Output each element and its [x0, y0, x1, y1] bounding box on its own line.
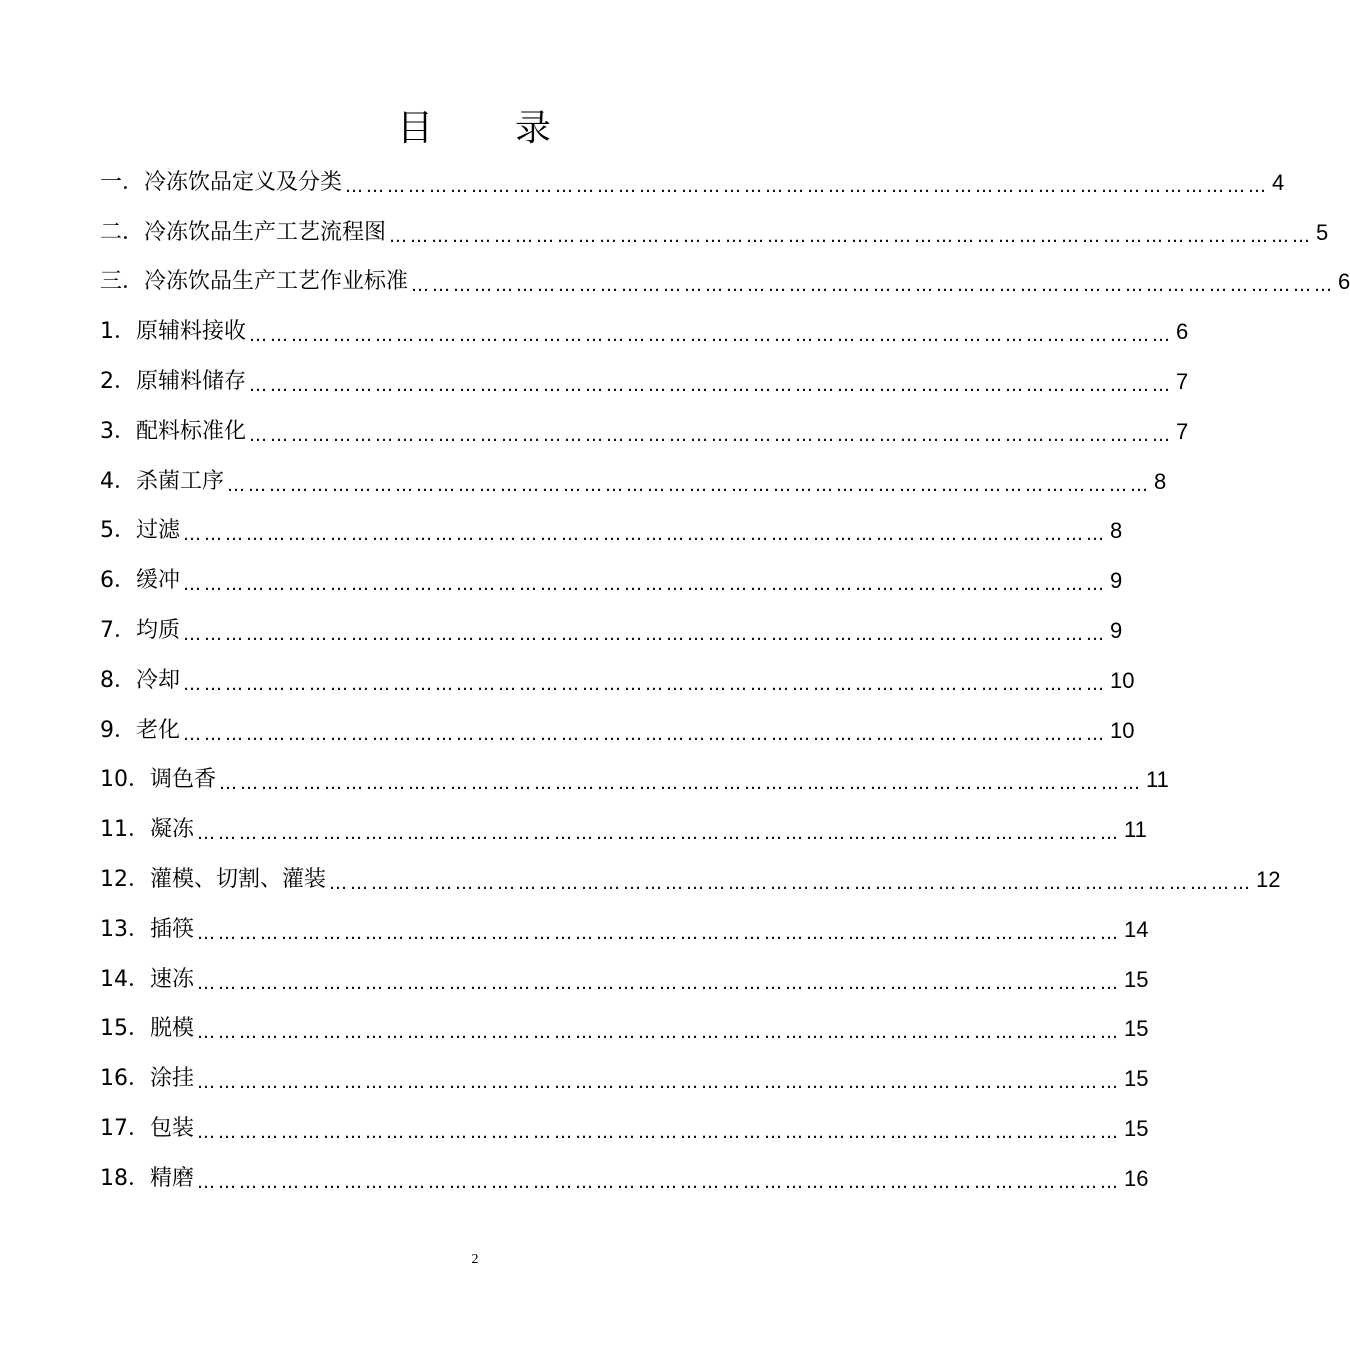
toc-entry[interactable] [100, 1005, 1149, 1055]
toc-label: 灌模、切割、灌装 [150, 867, 327, 893]
toc-entry[interactable] [100, 507, 1123, 557]
dot-leader: …………………………………………………………………………………………………………………… [329, 873, 1254, 895]
toc-label: 涂挂 [150, 1066, 195, 1092]
dot-leader: …………………………………………………………………………………………………………………… [197, 972, 1122, 994]
dot-leader: …………………………………………………………………………………………………………………… [197, 1072, 1122, 1094]
toc-page: 9 [1110, 568, 1123, 594]
page-number: 2 [471, 1252, 479, 1267]
toc-page: 4 [1272, 169, 1285, 195]
toc-page: 8 [1110, 518, 1123, 544]
toc-page: 15 [1124, 966, 1149, 992]
toc-label: 原辅料接收 [136, 319, 247, 345]
toc-page: 9 [1110, 618, 1123, 644]
toc-number: 12． [100, 867, 150, 893]
toc-entry[interactable] [100, 805, 1147, 855]
dot-leader: …………………………………………………………………………………………………………………… [183, 673, 1108, 695]
toc-entry[interactable] [100, 606, 1123, 656]
dot-leader: …………………………………………………………………………………………………………………… [249, 325, 1174, 347]
toc-label: 配料标准化 [136, 418, 247, 444]
toc-page: 10 [1110, 667, 1135, 693]
toc-label: 冷冻饮品生产工艺流程图 [144, 219, 387, 245]
toc-entry[interactable] [100, 955, 1149, 1005]
toc-label: 老化 [136, 717, 181, 743]
toc-entry[interactable] [100, 905, 1149, 955]
toc-label: 调色香 [150, 767, 217, 793]
toc-number: 18． [100, 1165, 150, 1191]
dot-leader: …………………………………………………………………………………………………………………… [183, 624, 1108, 646]
toc-number: 4． [100, 468, 136, 494]
toc-entry[interactable] [100, 706, 1135, 756]
toc-label: 过滤 [136, 518, 181, 544]
toc-entry[interactable] [100, 357, 1189, 407]
table-of-contents [100, 158, 1350, 1204]
toc-number: 17． [100, 1116, 150, 1142]
toc-number: 6． [100, 568, 136, 594]
dot-leader: …………………………………………………………………………………………………………………… [249, 375, 1174, 397]
toc-page: 10 [1110, 717, 1135, 743]
dot-leader: …………………………………………………………………………………………………………………… [197, 823, 1122, 845]
toc-number: 三． [100, 269, 145, 295]
toc-number: 15． [100, 1016, 150, 1042]
toc-label: 凝冻 [150, 817, 195, 843]
dot-leader: …………………………………………………………………………………………………………………… [389, 225, 1314, 247]
toc-page: 8 [1154, 468, 1167, 494]
toc-entry[interactable] [100, 407, 1189, 457]
toc-entry[interactable] [100, 1054, 1149, 1104]
toc-number: 7． [100, 618, 136, 644]
toc-page: 15 [1124, 1066, 1149, 1092]
toc-number: 10． [100, 767, 150, 793]
toc-label: 插筷 [150, 916, 195, 942]
toc-number: 2． [100, 369, 136, 395]
toc-entry[interactable] [100, 756, 1169, 806]
dot-leader: …………………………………………………………………………………………………………………… [197, 1171, 1122, 1193]
dot-leader: …………………………………………………………………………………………………………………… [197, 922, 1122, 944]
toc-entry[interactable] [100, 1104, 1149, 1154]
dot-leader: …………………………………………………………………………………………………………………… [197, 1122, 1122, 1144]
toc-label: 原辅料储存 [136, 369, 247, 395]
toc-number: 9． [100, 717, 136, 743]
toc-label: 包装 [150, 1116, 195, 1142]
toc-page: 16 [1124, 1165, 1149, 1191]
dot-leader: …………………………………………………………………………………………………………………… [183, 524, 1108, 546]
page-title [0, 100, 950, 151]
toc-entry[interactable] [100, 258, 1350, 308]
toc-label: 缓冲 [136, 568, 181, 594]
toc-entry[interactable] [100, 307, 1189, 357]
toc-entry[interactable] [100, 457, 1167, 507]
title-char-1: 目 [396, 108, 435, 149]
dot-leader: …………………………………………………………………………………………………………………… [411, 275, 1336, 297]
toc-entry[interactable] [100, 1154, 1149, 1204]
toc-number: 13． [100, 916, 150, 942]
dot-leader: …………………………………………………………………………………………………………………… [183, 574, 1108, 596]
toc-number: 8． [100, 667, 136, 693]
toc-number: 一． [100, 169, 145, 195]
title-char-2: 录 [515, 108, 554, 149]
toc-entry[interactable] [100, 556, 1123, 606]
toc-label: 冷冻饮品生产工艺作业标准 [144, 269, 409, 295]
dot-leader: …………………………………………………………………………………………………………………… [227, 474, 1152, 496]
toc-label: 杀菌工序 [136, 468, 225, 494]
toc-number: 二． [100, 219, 145, 245]
toc-number: 16． [100, 1066, 150, 1092]
dot-leader: …………………………………………………………………………………………………………………… [249, 424, 1174, 446]
toc-page: 15 [1124, 1116, 1149, 1142]
toc-page: 5 [1316, 219, 1329, 245]
toc-number: 1． [100, 319, 136, 345]
toc-label: 均质 [136, 618, 181, 644]
toc-entry[interactable] [100, 656, 1135, 706]
toc-page: 12 [1256, 867, 1281, 893]
toc-entry[interactable] [100, 158, 1285, 208]
toc-label: 精磨 [150, 1165, 195, 1191]
dot-leader: …………………………………………………………………………………………………………………… [345, 175, 1270, 197]
toc-page: 11 [1146, 767, 1169, 793]
toc-number: 14． [100, 966, 150, 992]
toc-page: 7 [1176, 418, 1189, 444]
toc-page: 14 [1124, 916, 1149, 942]
dot-leader: …………………………………………………………………………………………………………………… [219, 773, 1144, 795]
dot-leader: …………………………………………………………………………………………………………………… [197, 1022, 1122, 1044]
toc-label: 冷冻饮品定义及分类 [144, 169, 343, 195]
toc-number: 11． [100, 817, 150, 843]
toc-label: 速冻 [150, 966, 195, 992]
toc-label: 脱模 [150, 1016, 195, 1042]
toc-entry[interactable] [100, 208, 1329, 258]
toc-entry[interactable] [100, 855, 1281, 905]
toc-page: 6 [1338, 269, 1350, 295]
toc-number: 3． [100, 418, 136, 444]
toc-page: 7 [1176, 369, 1189, 395]
toc-number: 5． [100, 518, 136, 544]
toc-page: 6 [1176, 319, 1189, 345]
toc-label: 冷却 [136, 667, 181, 693]
dot-leader: …………………………………………………………………………………………………………………… [183, 723, 1108, 745]
toc-page: 15 [1124, 1016, 1149, 1042]
toc-page: 11 [1124, 817, 1147, 843]
